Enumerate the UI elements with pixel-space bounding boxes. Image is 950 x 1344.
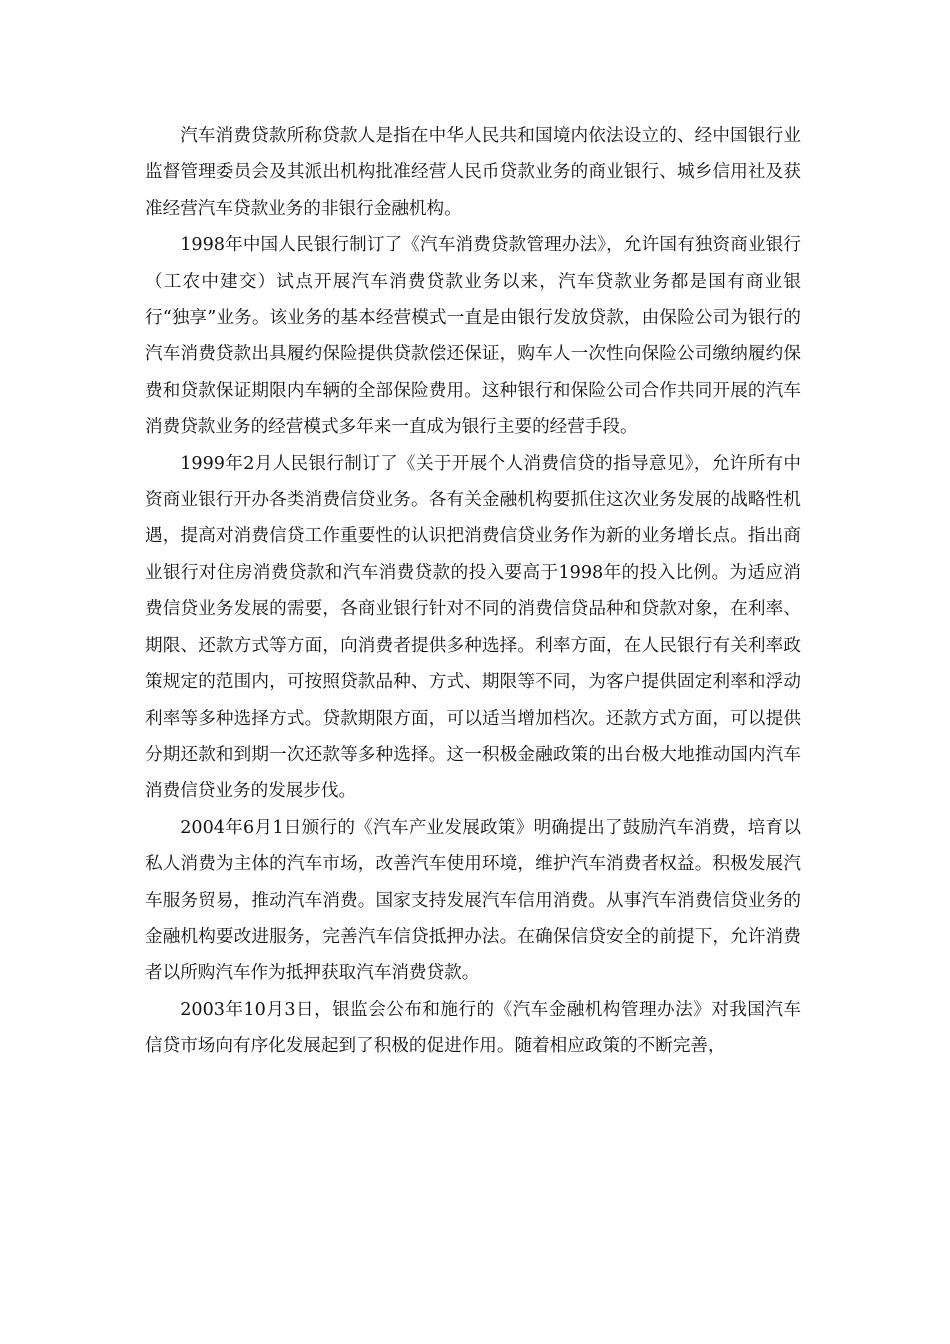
paragraph-2003-regulation: 2003年10月3日，银监会公布和施行的《汽车金融机构管理办法》对我国汽车信贷市场向有序化发展起到了积极的促进作用。随着相应政策的不断完善， bbox=[145, 999, 801, 1057]
paragraph-lender-definition: 汽车消费贷款所称贷款人是指在中华人民共和国境内依法设立的、经中国银行业监督管理委员会及其派出机构批准经营人民币贷款业务的商业银行、城乡信用社及获准经营汽车贷款业务的非银行金融机构。 bbox=[145, 126, 801, 219]
paragraph-1998-policy: 1998年中国人民银行制订了《汽车消费贷款管理办法》，允许国有独资商业银行（工农中建交）试点开展汽车消费贷款业务以来，汽车贷款业务都是国有商业银行“独享”业务。该业务的基本经营模式一直是由银行发放贷款，由保险公司为银行的汽车消费贷款出具履约保险提供贷款偿还保证，购车人一次性向保险公司缴纳履约保费和贷款保证期限内车辆的全部保险费用。这种银行和保险公司合作共同开展的汽车消费贷款业务的经营模式多年来一直成为银行主要的经营手段。 bbox=[145, 235, 801, 438]
document-body bbox=[145, 118, 801, 1065]
paragraph-1999-guidance: 1999年2月人民银行制订了《关于开展个人消费信贷的指导意见》，允许所有中资商业银行开办各类消费信贷业务。各有关金融机构要抓住这次业务发展的战略性机遇，提高对消费信贷工作重要性的认识把消费信贷业务作为新的业务增长点。指出商业银行对住房消费贷款和汽车消费贷款的投入要高于1998年的投入比例。为适应消费信贷业务发展的需要，各商业银行针对不同的消费信贷品种和贷款对象，在利率、期限、还款方式等方面，向消费者提供多种选择。利率方面，在人民银行有关利率政策规定的范围内，可按照贷款品种、方式、期限等不同，为客户提供固定利率和浮动利率等多种选择方式。贷款期限方面，可以适当增加档次。还款方式方面，可以提供分期还款和到期一次还款等多种选择。这一积极金融政策的出台极大地推动国内汽车消费信贷业务的发展步伐。 bbox=[145, 453, 801, 802]
paragraph-2004-industry-policy: 2004年6月1日颁行的《汽车产业发展政策》明确提出了鼓励汽车消费，培育以私人消费为主体的汽车市场，改善汽车使用环境，维护汽车消费者权益。积极发展汽车服务贸易，推动汽车消费。国家支持发展汽车信用消费。从事汽车消费信贷业务的金融机构要改进服务，完善汽车信贷抵押办法。在确保信贷安全的前提下，允许消费者以所购汽车作为抵押获取汽车消费贷款。 bbox=[145, 817, 801, 984]
